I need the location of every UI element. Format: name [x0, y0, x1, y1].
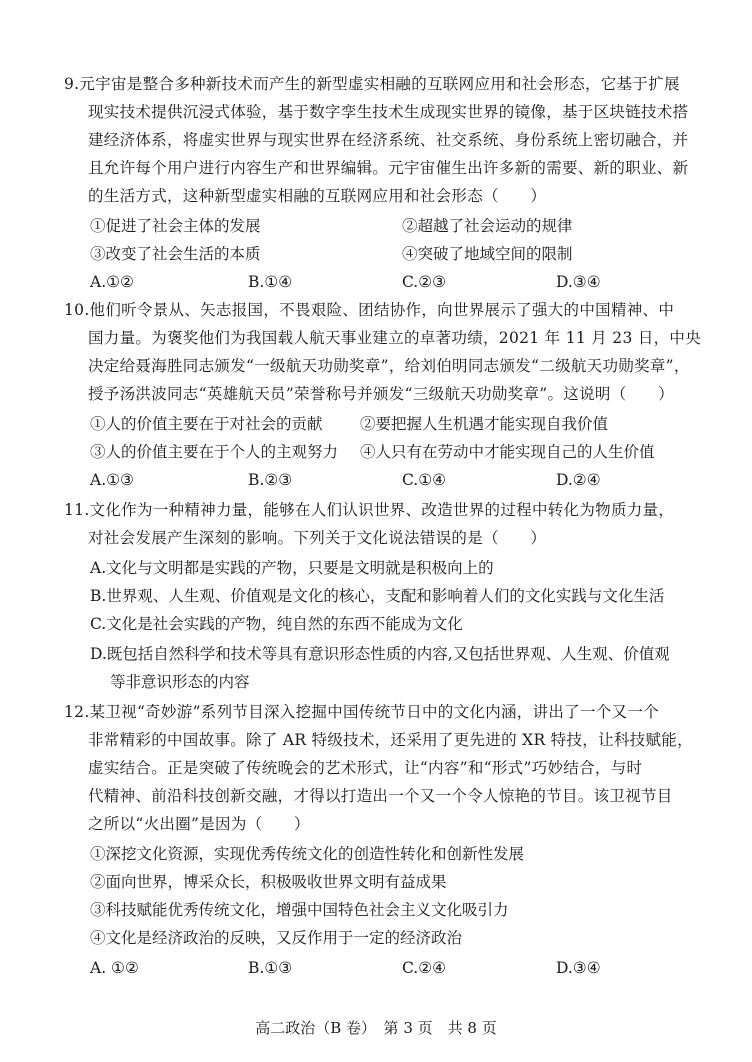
q9-choice-b: B.①④	[248, 273, 293, 291]
q11-option-c: C.文化是社会实践的产物，纯自然的东西不能成为文化	[90, 615, 463, 633]
q10-stem-line: 国力量。为褒奖他们为我国载人航天事业建立的卓著功绩，2021 年 11 月 23 日，中央	[88, 329, 702, 347]
q10-item-1: ①人的价值主要在于对社会的贡献	[90, 415, 323, 433]
q12-item-2: ②面向世界，博采众长，积极吸收世界文明有益成果	[90, 873, 447, 891]
q12-choice-c: C.②④	[402, 959, 447, 977]
q11-stem-line: 11.文化作为一种精神力量，能够在人们认识世界、改造世界的过程中转化为物质力量，	[64, 501, 675, 519]
q10-choice-b: B.②③	[248, 471, 293, 489]
q10-item-3: ③人的价值主要在于个人的主观努力	[90, 443, 339, 461]
q12-stem-line: 非常精彩的中国故事。除了 AR 特级技术，还采用了更先进的 XR 特技，让科技赋能，	[88, 731, 693, 749]
q12-stem-line: 之所以“火出圈”是因为（ ）	[88, 815, 310, 833]
q10-choice-c: C.①④	[402, 471, 447, 489]
q9-stem-line: 且允许每个用户进行内容生产和世界编辑。元宇宙催生出许多新的需要、新的职业、新	[88, 159, 689, 177]
page-footer: 高二政治（B 卷） 第 3 页 共 8 页	[255, 1019, 497, 1037]
q10-choice-d: D.②④	[556, 471, 601, 489]
q9-item-2: ②超越了社会运动的规律	[402, 217, 573, 235]
q9-stem-line: 的生活方式，这种新型虚实相融的互联网应用和社会形态（ ）	[88, 187, 547, 205]
q9-stem-line: 9.元宇宙是整合多种新技术而产生的新型虚实相融的互联网应用和社会形态，它基于扩展	[64, 75, 680, 93]
q9-item-1: ①促进了社会主体的发展	[90, 217, 261, 235]
q9-choice-d: D.③④	[556, 273, 601, 291]
q9-item-3: ③改变了社会生活的本质	[90, 245, 261, 263]
q11-stem-line: 对社会发展产生深刻的影响。下列关于文化说法错误的是（ ）	[88, 529, 547, 547]
q9-stem-line: 现实技术提供沉浸式体验，基于数字孪生技术生成现实世界的镜像，基于区块链技术搭	[88, 103, 689, 121]
q9-choice-c: C.②③	[402, 273, 447, 291]
q10-item-4: ④人只有在劳动中才能实现自己的人生价值	[360, 443, 655, 461]
q9-stem-line: 建经济体系，将虚实世界与现实世界在经济系统、社交系统、身份系统上密切融合，并	[88, 131, 689, 149]
q12-item-4: ④文化是经济政治的反映，又反作用于一定的经济政治	[90, 929, 463, 947]
q12-choice-d: D.③④	[556, 959, 601, 977]
q12-choice-a: A. ①②	[90, 959, 139, 977]
q10-item-2: ②要把握人生机遇才能实现自我价值	[360, 415, 609, 433]
q10-stem-line: 10.他们听令景从、矢志报国，不畏艰险、团结协作，向世界展示了强大的中国精神、中	[64, 301, 675, 319]
q12-item-1: ①深挖文化资源，实现优秀传统文化的创造性转化和创新性发展	[90, 845, 525, 863]
q12-stem-line: 12.某卫视“奇妙游”系列节目深入挖掘中国传统节日中的文化内涵，讲出了一个又一个	[64, 703, 660, 721]
q12-stem-line: 代精神、前沿科技创新交融，才得以打造出一个又一个令人惊艳的节目。该卫视节目	[88, 787, 673, 805]
q11-option-b: B.世界观、人生观、价值观是文化的核心，支配和影响着人们的文化实践与文化生活	[90, 587, 665, 605]
q10-stem-line: 决定给聂海胜同志颁发“一级航天功勋奖章”，给刘伯明同志颁发“二级航天功勋奖章”，	[88, 357, 690, 375]
q12-stem-line: 虚实结合。正是突破了传统晚会的艺术形式，让“内容”和“形式”巧妙结合，与时	[88, 759, 643, 777]
q10-stem-line: 授予汤洪波同志“英雄航天员”荣誉称号并颁发“三级航天功勋奖章”。这说明（ ）	[88, 385, 674, 403]
q11-option-a: A.文化与文明都是实践的产物，只要是文明就是积极向上的	[90, 559, 494, 577]
q11-option-d: D.既包括自然科学和技术等具有意识形态性质的内容,又包括世界观、人生观、价值观	[90, 645, 670, 663]
q12-item-3: ③科技赋能优秀传统文化，增强中国特色社会主义文化吸引力	[90, 901, 509, 919]
q11-option-d-continued: 等非意识形态的内容	[110, 673, 250, 691]
q12-choice-b: B.①③	[248, 959, 293, 977]
q9-choice-a: A.①②	[90, 273, 134, 291]
q10-choice-a: A.①③	[90, 471, 134, 489]
q9-item-4: ④突破了地域空间的限制	[402, 245, 573, 263]
